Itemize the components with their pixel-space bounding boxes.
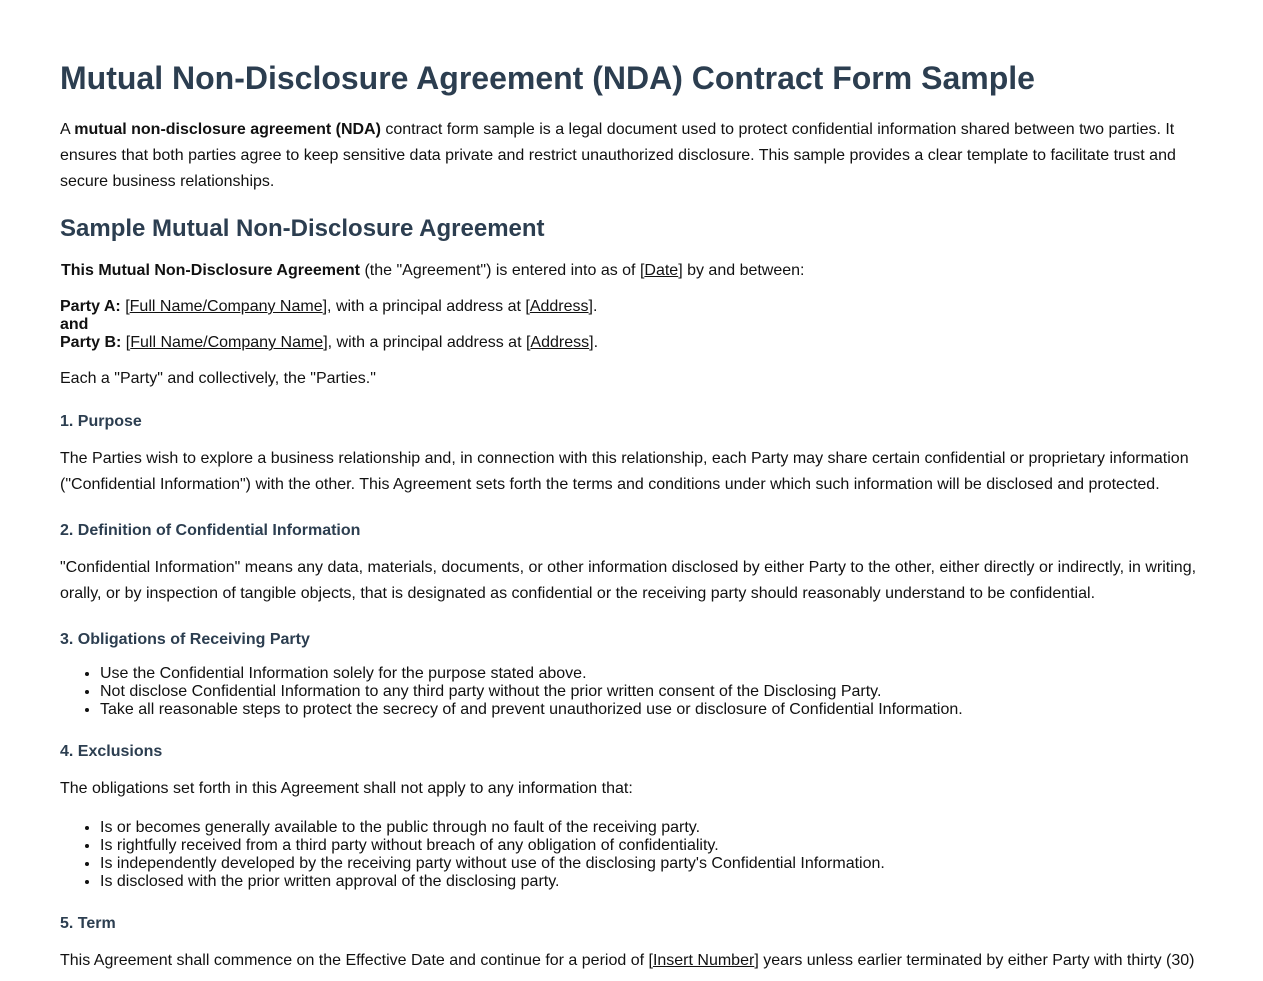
- party-a-name-placeholder[interactable]: Full Name/Company Name: [129, 298, 323, 315]
- and-label: and: [60, 316, 89, 333]
- party-b-label: Party B:: [60, 334, 122, 351]
- parties-block: [60, 298, 1205, 352]
- text: [: [121, 334, 131, 351]
- list-item: • Not disclose Confidential Information to any third party without the prior written consent of the Disclosing Party.: [100, 683, 1205, 701]
- section-heading-exclusions: 4. Exclusions: [60, 743, 163, 760]
- obligations-list: [60, 665, 1205, 719]
- opening-text: (the "Agreement") is entered into as of [: [360, 262, 645, 279]
- section-text-definition: "Confidential Information" means any data, materials, documents, or other information disclosed by either Party to the other, either directly or indirectly, in writing, orally, or by inspection of tangible objects, that is designated as confidential or the receiving party should reasonably understand to be confidential.: [60, 559, 1197, 602]
- text: ].: [589, 334, 599, 351]
- text: ] years unless earlier terminated by either Party with thirty (30): [754, 952, 1195, 969]
- party-a-line: [60, 298, 1205, 316]
- intro-text: A: [60, 121, 75, 138]
- list-item: • Use the Confidential Information solely for the purpose stated above.: [100, 665, 1205, 683]
- text: ].: [588, 298, 598, 315]
- section-heading-term: 5. Term: [60, 915, 116, 932]
- section-text-term: [60, 948, 1205, 974]
- opening-bold: This Mutual Non-Disclosure Agreement: [61, 262, 360, 279]
- section-heading-definition: 2. Definition of Confidential Information: [60, 522, 361, 539]
- list-item: • Is disclosed with the prior written approval of the disclosing party.: [100, 873, 1205, 891]
- party-b-name-placeholder[interactable]: Full Name/Company Name: [130, 334, 324, 351]
- page-title: Mutual Non-Disclosure Agreement (NDA) Contract Form Sample: [60, 60, 1035, 96]
- party-a-address-placeholder[interactable]: Address: [529, 298, 589, 315]
- intro-bold: mutual non-disclosure agreement (NDA): [74, 121, 381, 138]
- text: This Agreement shall commence on the Effective Date and continue for a period of [: [60, 952, 653, 969]
- opening-paragraph: [61, 258, 1206, 284]
- section-text-exclusions: The obligations set forth in this Agreement shall not apply to any information that:: [60, 780, 633, 797]
- text: [: [120, 298, 130, 315]
- party-a-label: Party A:: [60, 298, 121, 315]
- list-item: • Take all reasonable steps to protect the secrecy of and prevent unauthorized use or disclosure of Confidential Information.: [100, 701, 1205, 719]
- parties-note: Each a "Party" and collectively, the "Parties.": [60, 370, 376, 387]
- section-heading-obligations: 3. Obligations of Receiving Party: [60, 631, 310, 648]
- term-number-placeholder[interactable]: Insert Number: [652, 952, 755, 969]
- sample-heading: Sample Mutual Non-Disclosure Agreement: [60, 215, 545, 242]
- intro-paragraph: [60, 117, 1205, 195]
- intro-text: contract form sample is a legal document used to protect confidential information shared between two parties. It ensures that both parties agree to keep sensitive data private and restrict unauthorized disclosure. This sample provides a clear template to facilitate trust and secure business relationships.: [60, 121, 1176, 190]
- section-heading-purpose: 1. Purpose: [60, 413, 142, 430]
- text: ], with a principal address at [: [323, 334, 531, 351]
- party-b-line: [60, 334, 1205, 352]
- party-b-address-placeholder[interactable]: Address: [530, 334, 590, 351]
- exclusions-list: [60, 819, 1205, 891]
- list-item: • Is or becomes generally available to the public through no fault of the receiving party.: [100, 819, 1205, 837]
- text: ], with a principal address at [: [322, 298, 530, 315]
- date-placeholder[interactable]: Date: [644, 262, 679, 279]
- opening-text: ] by and between:: [678, 262, 805, 279]
- section-text-purpose: The Parties wish to explore a business relationship and, in connection with this relationship, each Party may share certain confidential or proprietary information ("Confidential Information") with the other. This Agreement sets forth the terms and conditions under which such information will be disclosed and protected.: [60, 450, 1189, 493]
- list-item: • Is independently developed by the receiving party without use of the disclosing party's Confidential Information.: [100, 855, 1205, 873]
- list-item: • Is rightfully received from a third party without breach of any obligation of confidentiality.: [100, 837, 1205, 855]
